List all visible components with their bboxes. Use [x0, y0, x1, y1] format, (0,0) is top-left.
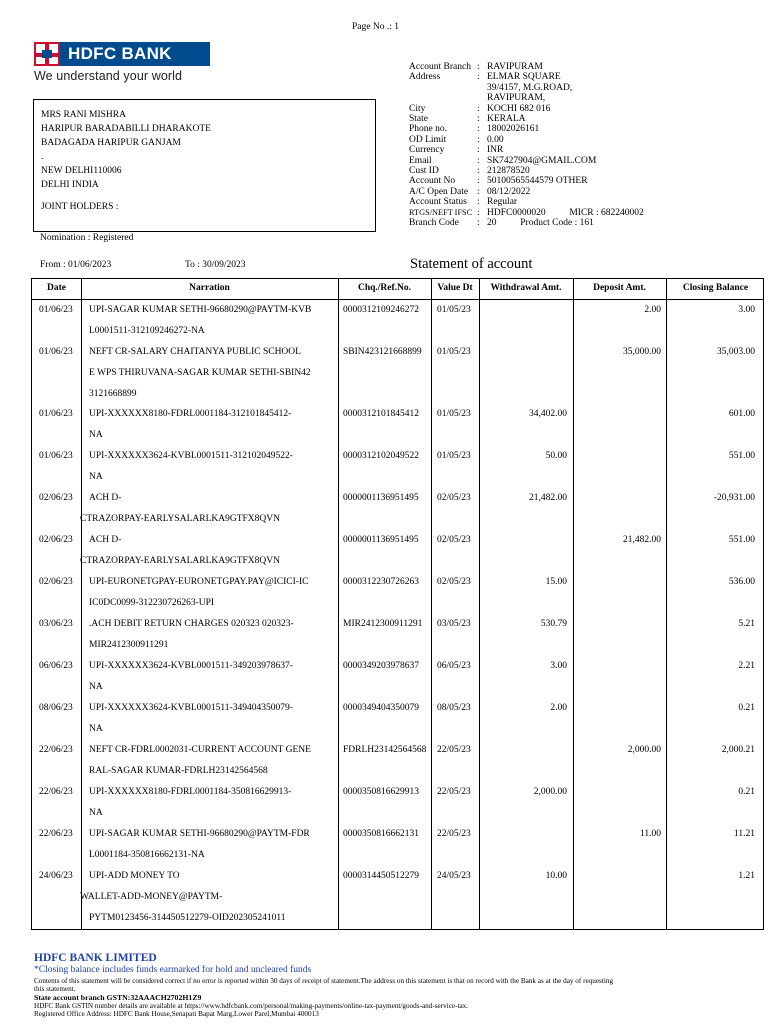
separator	[477, 93, 485, 103]
txn-ref-number: 0000312109246272	[343, 305, 419, 315]
account-detail-row	[409, 145, 644, 155]
account-detail-label: Address	[409, 72, 441, 83]
txn-narration-line: UPI-XXXXXX8180-FDRL0001184-312101845412-	[89, 409, 292, 419]
account-detail-value: 50100565544579 OTHER	[487, 176, 588, 187]
txn-value-date: 08/05/23	[437, 703, 471, 713]
header-closing-balance: Closing Balance	[682, 283, 749, 293]
account-detail-value: KERALA	[487, 114, 526, 125]
txn-value-date: 24/05/23	[437, 871, 471, 881]
txn-withdrawal: 3.00	[550, 661, 567, 671]
txn-ref-number: 0000001136951495	[343, 535, 419, 545]
txn-narration-line: L0001184-350816662131-NA	[89, 850, 205, 860]
logo-tagline: We understand your world	[34, 69, 183, 83]
txn-ref-number: 0000349404350079	[343, 703, 419, 713]
account-detail-value: KOCHI 682 016	[487, 103, 551, 114]
account-detail-row	[409, 197, 644, 207]
account-detail-value: ELMAR SQUARE	[487, 72, 561, 83]
txn-narration-line: UPI-ADD MONEY TO	[89, 871, 180, 881]
txn-narration-line: PYTM0123456-314450512279-OID202305241011	[89, 913, 286, 923]
txn-value-date: 01/05/23	[437, 451, 471, 461]
txn-narration-line: CTRAZORPAY-EARLYSALARLKA9GTFX8QVN	[80, 514, 280, 524]
txn-date: 02/06/23	[39, 535, 73, 545]
txn-deposit: 35,000.00	[623, 347, 661, 357]
txn-withdrawal: 530.79	[540, 619, 567, 629]
account-detail-label: City	[409, 103, 426, 114]
account-detail-row	[409, 187, 644, 197]
txn-narration-line: NA	[89, 724, 103, 734]
txn-closing-balance: 0.21	[738, 787, 755, 797]
txn-narration-line: NEFT CR-SALARY CHAITANYA PUBLIC SCHOOL	[89, 347, 301, 357]
account-detail-label: State	[409, 114, 428, 125]
statement-title: Statement of account	[410, 256, 533, 272]
txn-closing-balance: 551.00	[728, 451, 755, 461]
account-detail-row	[409, 62, 644, 72]
account-detail-value: SK7427904@GMAIL.COM	[487, 155, 597, 166]
nomination-status: Nomination : Registered	[40, 233, 134, 243]
txn-narration-line: NEFT CR-FDRL0002031-CURRENT ACCOUNT GENE	[89, 745, 311, 755]
txn-value-date: 22/05/23	[437, 745, 471, 755]
footer-gstin-note: HDFC Bank GSTIN number details are available at https://www.hdfcbank.com/personal/making-payments/online-tax-payment/goods-and-service-tax.	[34, 1002, 469, 1010]
account-detail-row	[409, 208, 644, 218]
txn-date: 22/06/23	[39, 745, 73, 755]
account-detail-value: 39/4157, M.G.ROAD,	[487, 82, 573, 93]
account-detail-label: Account No	[409, 176, 456, 187]
separator: :	[477, 218, 480, 229]
logo-name: HDFC BANK	[60, 42, 210, 66]
txn-date: 22/06/23	[39, 787, 73, 797]
txn-value-date: 22/05/23	[437, 829, 471, 839]
footer-gstin: State account branch GSTN:32AAACH2702H1Z9	[34, 993, 202, 1002]
account-detail-label: Email	[409, 155, 432, 166]
txn-date: 01/06/23	[39, 409, 73, 419]
txn-closing-balance: 3.00	[738, 305, 755, 315]
header-narration: Narration	[189, 283, 230, 293]
joint-holders-label: JOINT HOLDERS :	[41, 202, 119, 212]
account-detail-value: 18002026161	[487, 124, 540, 135]
txn-value-date: 03/05/23	[437, 619, 471, 629]
separator: :	[477, 134, 480, 145]
account-detail-row	[409, 93, 644, 103]
txn-value-date: 02/05/23	[437, 493, 471, 503]
account-detail-row	[409, 83, 644, 93]
account-detail-value: RAVIPURAM	[487, 62, 543, 72]
txn-narration-line: .ACH DEBIT RETURN CHARGES 020323 020323-	[89, 619, 294, 629]
txn-narration-line: ACH D-	[89, 535, 122, 545]
account-detail-label: Account Status	[409, 197, 467, 208]
txn-closing-balance: 1.21	[738, 871, 755, 881]
separator: :	[477, 186, 480, 197]
account-detail-value: INR	[487, 145, 504, 156]
txn-closing-balance: -20,931.00	[713, 493, 755, 503]
txn-closing-balance: 601.00	[728, 409, 755, 419]
account-detail-value: 20 Product Code : 161	[487, 218, 594, 229]
separator: :	[477, 145, 480, 156]
header-withdrawal: Withdrawal Amt.	[490, 283, 562, 293]
txn-narration-line: NA	[89, 472, 103, 482]
account-detail-row	[409, 176, 644, 186]
txn-closing-balance: 11.21	[733, 829, 755, 839]
account-detail-row	[409, 156, 644, 166]
customer-address-line: DELHI INDIA	[41, 180, 99, 190]
account-detail-label: Branch Code	[409, 218, 459, 229]
header-ref: Chq./Ref.No.	[357, 283, 412, 293]
txn-ref-number: 0000001136951495	[343, 493, 419, 503]
txn-date: 01/06/23	[39, 305, 73, 315]
separator: :	[477, 155, 480, 166]
txn-closing-balance: 2,000.21	[721, 745, 755, 755]
account-detail-value: Regular	[487, 197, 518, 208]
footer-bank-name: HDFC BANK LIMITED	[34, 952, 157, 964]
txn-withdrawal: 2,000.00	[533, 787, 567, 797]
txn-narration-line: 3121668899	[89, 389, 137, 399]
txn-narration-line: NA	[89, 430, 103, 440]
txn-narration-line: UPI-XXXXXX8180-FDRL0001184-350816629913-	[89, 787, 292, 797]
period-from: From : 01/06/2023	[40, 260, 112, 270]
txn-withdrawal: 10.00	[545, 871, 567, 881]
txn-deposit: 21,482.00	[623, 535, 661, 545]
txn-closing-balance: 5.21	[738, 619, 755, 629]
separator: :	[477, 166, 480, 177]
txn-ref-number: 0000312101845412	[343, 409, 419, 419]
separator	[477, 83, 485, 93]
txn-value-date: 01/05/23	[437, 305, 471, 315]
txn-date: 08/06/23	[39, 703, 73, 713]
txn-ref-number: FDRLH23142564568	[343, 745, 427, 755]
txn-closing-balance: 2.21	[738, 661, 755, 671]
customer-address-line: BADAGADA HARIPUR GANJAM	[41, 138, 181, 148]
txn-date: 06/06/23	[39, 661, 73, 671]
separator: :	[477, 176, 480, 187]
customer-name: MRS RANI MISHRA	[41, 110, 126, 120]
account-details	[409, 62, 644, 229]
txn-withdrawal: 2.00	[550, 703, 567, 713]
txn-closing-balance: 0.21	[738, 703, 755, 713]
account-detail-label: Account Branch	[409, 62, 471, 72]
txn-narration-line: WALLET-ADD-MONEY@PAYTM-	[80, 892, 223, 902]
account-detail-row	[409, 124, 644, 134]
txn-closing-balance: 35,003.00	[717, 347, 755, 357]
customer-address-box	[33, 99, 376, 232]
account-detail-row	[409, 135, 644, 145]
account-detail-label: Currency	[409, 145, 445, 156]
txn-narration-line: UPI-SAGAR KUMAR SETHI-96680290@PAYTM-KVB	[89, 305, 312, 315]
account-detail-row	[409, 218, 644, 228]
account-detail-value: 212878520	[487, 166, 530, 177]
txn-ref-number: MIR2412300911291	[343, 619, 423, 629]
txn-ref-number: 0000312230726263	[343, 577, 419, 587]
txn-value-date: 01/05/23	[437, 409, 471, 419]
account-detail-label: Cust ID	[409, 166, 439, 177]
footer-disclaimer: this statement.	[34, 985, 76, 993]
txn-closing-balance: 551.00	[728, 535, 755, 545]
txn-value-date: 01/05/23	[437, 347, 471, 357]
header-deposit: Deposit Amt.	[593, 283, 646, 293]
account-detail-label: OD Limit	[409, 134, 447, 145]
txn-value-date: 22/05/23	[437, 787, 471, 797]
txn-date: 01/06/23	[39, 451, 73, 461]
txn-date: 02/06/23	[39, 493, 73, 503]
txn-deposit: 2,000.00	[627, 745, 661, 755]
txn-narration-line: IC0DC0099-312230726263-UPI	[89, 598, 215, 608]
txn-narration-line: UPI-SAGAR KUMAR SETHI-96680290@PAYTM-FDR	[89, 829, 310, 839]
account-detail-value: HDFC0000020 MICR : 682240002	[487, 207, 644, 218]
account-detail-value: RAVIPURAM,	[487, 93, 546, 104]
txn-narration-line: L0001511-312109246272-NA	[89, 326, 205, 336]
txn-narration-line: NA	[89, 808, 103, 818]
txn-narration-line: NA	[89, 682, 103, 692]
separator: :	[477, 114, 480, 125]
footer-registered-office: Registered Office Address: HDFC Bank House,Senapati Bapat Marg,Lower Parel,Mumbai 400013	[34, 1010, 319, 1018]
header-value-date: Value Dt	[437, 283, 473, 293]
txn-narration-line: CTRAZORPAY-EARLYSALARLKA9GTFX8QVN	[80, 556, 280, 566]
txn-withdrawal: 15.00	[545, 577, 567, 587]
separator: :	[477, 72, 480, 83]
page-number: Page No .: 1	[352, 22, 399, 32]
txn-narration-line: RAL-SAGAR KUMAR-FDRLH23142564568	[89, 766, 268, 776]
txn-deposit: 2.00	[644, 305, 661, 315]
txn-narration-line: E WPS THIRUVANA-SAGAR KUMAR SETHI-SBIN42	[89, 368, 311, 378]
txn-ref-number: 0000350816629913	[343, 787, 419, 797]
account-detail-label	[409, 83, 477, 93]
txn-closing-balance: 536.00	[728, 577, 755, 587]
footer-disclaimer: Contents of this statement will be considered correct if no error is reported within 30 days of receipt of statement.The address on this statement is that on record with the Bank as at the day of requesting	[34, 977, 614, 985]
txn-narration-line: UPI-XXXXXX3624-KVBL0001511-312102049522-	[89, 451, 293, 461]
account-detail-value: 0.00	[487, 134, 504, 145]
separator: :	[477, 197, 480, 208]
txn-narration-line: UPI-XXXXXX3624-KVBL0001511-349404350079-	[89, 703, 293, 713]
txn-deposit: 11.00	[639, 829, 661, 839]
txn-date: 22/06/23	[39, 829, 73, 839]
txn-ref-number: 0000350816662131	[343, 829, 419, 839]
txn-date: 02/06/23	[39, 577, 73, 587]
txn-narration-line: MIR2412300911291	[89, 640, 169, 650]
account-detail-row	[409, 114, 644, 124]
txn-narration-line: UPI-XXXXXX3624-KVBL0001511-349203978637-	[89, 661, 293, 671]
txn-value-date: 06/05/23	[437, 661, 471, 671]
txn-date: 01/06/23	[39, 347, 73, 357]
separator: :	[477, 62, 480, 72]
period-to: To : 30/09/2023	[185, 260, 246, 270]
customer-address-line: .	[41, 152, 44, 162]
account-detail-label	[409, 93, 477, 103]
txn-date: 24/06/23	[39, 871, 73, 881]
txn-narration-line: ACH D-	[89, 493, 122, 503]
footer-note: *Closing balance includes funds earmarked for hold and uncleared funds	[34, 965, 312, 975]
txn-narration-line: UPI-EURONETGPAY-EURONETGPAY.PAY@ICICI-IC	[89, 577, 309, 587]
account-detail-row	[409, 104, 644, 114]
transactions-table	[31, 278, 764, 930]
hdfc-logo	[34, 42, 210, 83]
txn-value-date: 02/05/23	[437, 577, 471, 587]
customer-address-line: HARIPUR BARADABILLI DHARAKOTE	[41, 124, 211, 134]
account-detail-label: Phone no.	[409, 124, 447, 135]
txn-withdrawal: 34,402.00	[529, 409, 567, 419]
separator: :	[477, 207, 480, 218]
header-date: Date	[47, 283, 66, 293]
txn-date: 03/06/23	[39, 619, 73, 629]
txn-withdrawal: 21,482.00	[529, 493, 567, 503]
txn-withdrawal: 50.00	[545, 451, 567, 461]
account-detail-value: 08/12/2022	[487, 186, 531, 197]
txn-ref-number: SBIN423121668899	[343, 347, 422, 357]
hdfc-logo-icon	[34, 42, 60, 66]
txn-value-date: 02/05/23	[437, 535, 471, 545]
account-detail-row	[409, 166, 644, 176]
customer-address-line: NEW DELHI110006	[41, 166, 122, 176]
separator: :	[477, 103, 480, 114]
txn-ref-number: 0000349203978637	[343, 661, 419, 671]
separator: :	[477, 124, 480, 135]
txn-ref-number: 0000312102049522	[343, 451, 419, 461]
account-detail-label: RTGS/NEFT IFSC	[409, 207, 473, 217]
txn-ref-number: 0000314450512279	[343, 871, 419, 881]
account-detail-label: A/C Open Date	[409, 186, 469, 197]
account-detail-row	[409, 72, 644, 82]
